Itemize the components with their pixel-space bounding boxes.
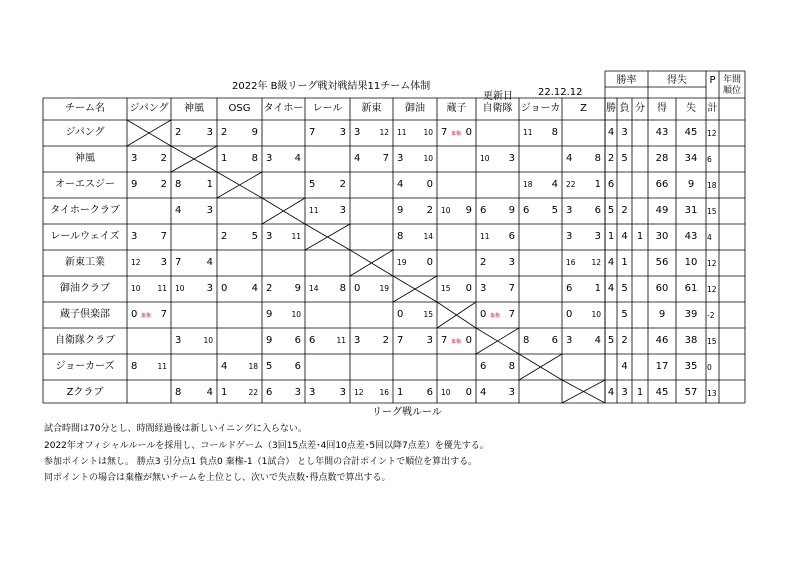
- score-against: 10: [423, 154, 433, 163]
- header-win-rate: 勝率: [616, 75, 637, 86]
- score-for: 6: [480, 361, 487, 372]
- score-for: 1: [397, 387, 404, 398]
- header-opponent: 新東: [361, 103, 382, 114]
- score-against: 7: [508, 283, 515, 294]
- score-against: 4: [294, 153, 301, 164]
- score-for: 4: [480, 387, 487, 398]
- updated-label: 更新日: [483, 91, 513, 102]
- score-for: 6: [523, 205, 530, 216]
- score-against: 8: [551, 127, 558, 138]
- header-opponent: 御油: [405, 103, 425, 114]
- score-for: 11: [309, 206, 319, 215]
- team-name: タイホークラブ: [50, 205, 120, 216]
- score-for: 7: [309, 127, 316, 138]
- score-for: 0: [397, 309, 404, 320]
- header-conceded: 失: [686, 103, 696, 114]
- score-for: 3: [566, 335, 573, 346]
- team-name: 蔵子倶楽部: [60, 309, 110, 320]
- points-value: 6: [707, 155, 712, 164]
- score-against: 3: [160, 257, 167, 268]
- points-value: 12: [707, 129, 717, 138]
- score-for: 5: [309, 179, 316, 190]
- score-against: 22: [248, 388, 258, 397]
- score-for: 12: [131, 258, 141, 267]
- score-against: 2: [426, 205, 433, 216]
- score-for: 10: [131, 284, 141, 293]
- header-draws: 分: [635, 103, 645, 114]
- header-wins: 勝: [606, 103, 616, 114]
- score-against: 7: [160, 231, 167, 242]
- conceded-value: 43: [684, 231, 698, 242]
- score-against: 12: [591, 258, 601, 267]
- score-against: 0: [426, 179, 433, 190]
- score-against: 11: [291, 232, 301, 241]
- header-opponent: 自衛隊: [482, 103, 513, 114]
- header-points-group: P: [709, 75, 716, 86]
- score-for: 2: [221, 127, 228, 138]
- scored-value: 56: [655, 257, 669, 268]
- score-against: 1: [594, 179, 601, 190]
- score-against: 0: [465, 283, 472, 294]
- score-against: 4: [594, 335, 601, 346]
- team-name: 新東工業: [65, 257, 105, 268]
- conceded-value: 39: [684, 309, 698, 320]
- losses-value: 3: [621, 127, 628, 138]
- team-name: 御油クラブ: [60, 283, 110, 294]
- wins-value: 5: [607, 205, 615, 216]
- team-name: オーエスジー: [55, 179, 115, 190]
- conceded-value: 31: [684, 205, 698, 216]
- score-for: 0: [131, 309, 138, 320]
- forfeit-mark: 棄権: [451, 339, 462, 345]
- header-team-name: チーム名: [65, 103, 105, 114]
- score-for: 6: [480, 205, 487, 216]
- score-against: 0: [426, 257, 433, 268]
- score-for: 3: [480, 283, 487, 294]
- score-for: 4: [566, 153, 573, 164]
- score-for: 11: [397, 128, 407, 137]
- rule-note: 参加ポイントは無し。 勝点3 引分点1 負点0 棄権-1（1試合） とし年間の合計ポイントで順位を算出する。: [44, 457, 478, 467]
- header-opponent: タイホー: [263, 103, 304, 114]
- score-for: 9: [131, 179, 138, 190]
- losses-value: 4: [621, 361, 628, 372]
- score-against: 8: [594, 153, 601, 164]
- scored-value: 46: [655, 335, 669, 346]
- score-against: 9: [508, 205, 515, 216]
- score-for: 7: [441, 127, 448, 138]
- score-against: 7: [508, 309, 515, 320]
- team-name: ジパング: [65, 127, 105, 138]
- team-name: Zクラブ: [66, 387, 104, 398]
- scored-value: 30: [655, 231, 669, 242]
- score-against: 4: [551, 179, 558, 190]
- points-value: 12: [707, 259, 717, 268]
- wins-value: 2: [607, 153, 615, 164]
- score-against: 0: [465, 127, 472, 138]
- score-against: 11: [336, 336, 346, 345]
- points-value: 18: [707, 181, 717, 190]
- score-against: 8: [508, 361, 515, 372]
- header-opponent: OSG: [228, 103, 251, 114]
- score-for: 3: [354, 127, 361, 138]
- losses-value: 4: [621, 231, 628, 242]
- header-opponent: Z: [580, 103, 587, 114]
- score-for: 3: [397, 153, 404, 164]
- score-against: 3: [594, 231, 601, 242]
- score-for: 6: [566, 283, 573, 294]
- score-against: 3: [508, 387, 515, 398]
- conceded-value: 10: [684, 257, 698, 268]
- score-against: 10: [291, 310, 301, 319]
- score-for: 2: [221, 231, 228, 242]
- score-for: 14: [309, 284, 319, 293]
- wins-value: 4: [607, 127, 615, 138]
- score-for: 0: [480, 309, 487, 320]
- score-against: 12: [379, 128, 389, 137]
- score-against: 1: [594, 283, 601, 294]
- score-for: 2: [480, 257, 487, 268]
- score-for: 6: [309, 335, 316, 346]
- updated-date: 22.12.12: [538, 87, 583, 98]
- header-opponent: ジパング: [129, 103, 169, 114]
- wins-value: 5: [607, 335, 615, 346]
- score-for: 4: [397, 179, 404, 190]
- points-value: 15: [707, 207, 717, 216]
- score-for: 4: [354, 153, 361, 164]
- score-for: 15: [441, 284, 451, 293]
- wins-value: 1: [607, 231, 615, 242]
- score-against: 10: [203, 336, 213, 345]
- conceded-value: 9: [687, 179, 695, 190]
- header-annual-rank: 年間 順位: [722, 75, 741, 96]
- score-against: 6: [426, 387, 433, 398]
- score-for: 1: [221, 387, 228, 398]
- score-for: 5: [266, 361, 273, 372]
- score-against: 5: [551, 205, 558, 216]
- score-against: 9: [294, 283, 301, 294]
- score-against: 2: [160, 179, 167, 190]
- score-against: 7: [160, 309, 167, 320]
- score-against: 3: [339, 127, 346, 138]
- score-against: 3: [426, 335, 433, 346]
- score-against: 11: [157, 284, 167, 293]
- score-against: 6: [294, 335, 301, 346]
- score-against: 6: [551, 335, 558, 346]
- score-for: 8: [175, 387, 182, 398]
- score-against: 4: [251, 283, 258, 294]
- header-opponent: ジョーカ: [520, 103, 561, 114]
- score-for: 3: [309, 387, 316, 398]
- score-for: 9: [397, 205, 404, 216]
- draws-value: 1: [636, 387, 644, 398]
- score-for: 4: [221, 361, 228, 372]
- forfeit-mark: 棄権: [141, 313, 152, 319]
- score-for: 8: [523, 335, 530, 346]
- score-for: 0: [221, 283, 228, 294]
- score-for: 12: [354, 388, 364, 397]
- points-value: 15: [707, 337, 717, 346]
- score-against: 3: [206, 205, 213, 216]
- points-value: -2: [707, 311, 715, 320]
- score-for: 2: [266, 283, 273, 294]
- scored-value: 28: [655, 153, 669, 164]
- score-against: 11: [157, 362, 167, 371]
- score-for: 3: [566, 205, 573, 216]
- losses-value: 3: [621, 387, 628, 398]
- score-for: 3: [131, 231, 138, 242]
- score-against: 4: [206, 257, 213, 268]
- score-for: 10: [441, 388, 451, 397]
- score-for: 9: [266, 309, 273, 320]
- scored-value: 49: [655, 205, 669, 216]
- score-for: 8: [175, 179, 182, 190]
- score-against: 10: [591, 310, 601, 319]
- score-against: 3: [206, 283, 213, 294]
- score-against: 3: [508, 153, 515, 164]
- wins-value: 6: [607, 179, 615, 190]
- team-name: ジョーカーズ: [55, 361, 115, 372]
- score-against: 16: [379, 388, 389, 397]
- score-for: 11: [523, 128, 533, 137]
- score-against: 10: [423, 128, 433, 137]
- score-for: 9: [266, 335, 273, 346]
- score-for: 8: [131, 361, 138, 372]
- score-for: 18: [523, 180, 533, 189]
- score-for: 1: [221, 153, 228, 164]
- conceded-value: 34: [684, 153, 698, 164]
- score-for: 19: [397, 258, 407, 267]
- losses-value: 2: [621, 335, 628, 346]
- header-opponent: 蔵子: [446, 103, 467, 114]
- header-losses: 負: [619, 103, 630, 114]
- score-against: 9: [465, 205, 472, 216]
- conceded-value: 45: [684, 127, 698, 138]
- score-against: 0: [465, 335, 472, 346]
- losses-value: 5: [621, 153, 628, 164]
- conceded-value: 57: [684, 387, 698, 398]
- score-against: 15: [423, 310, 433, 319]
- header-scored: 得: [657, 103, 667, 114]
- score-against: 3: [508, 257, 515, 268]
- score-against: 2: [160, 153, 167, 164]
- rule-note: 試合時間は70分とし、時間経過後は新しいイニングに入らない。: [44, 424, 307, 434]
- header-opponent: 神風: [184, 103, 204, 114]
- score-for: 8: [397, 231, 404, 242]
- wins-value: 4: [607, 257, 615, 268]
- score-against: 2: [339, 179, 346, 190]
- header-total: 計: [707, 103, 718, 114]
- team-name: レールウェイズ: [50, 231, 120, 242]
- draws-value: 1: [636, 231, 644, 242]
- losses-value: 5: [621, 283, 628, 294]
- team-name: 自衛隊クラブ: [55, 335, 115, 346]
- header-score-group: 得失: [667, 75, 687, 86]
- scored-value: 43: [655, 127, 669, 138]
- losses-value: 1: [621, 257, 628, 268]
- points-value: 12: [707, 285, 717, 294]
- points-value: 4: [707, 233, 712, 242]
- score-for: 0: [566, 309, 573, 320]
- score-for: 7: [441, 335, 448, 346]
- header-opponent: レール: [312, 103, 343, 114]
- score-for: 3: [266, 153, 273, 164]
- forfeit-mark: 棄権: [490, 313, 501, 319]
- score-for: 7: [175, 257, 182, 268]
- conceded-value: 61: [684, 283, 698, 294]
- score-against: 2: [382, 335, 389, 346]
- scored-value: 17: [655, 361, 669, 372]
- forfeit-mark: 棄権: [451, 131, 462, 137]
- page-title: 2022年 B級リーグ戦対戦結果11チーム体制: [232, 81, 431, 92]
- losses-value: 2: [621, 205, 628, 216]
- score-against: 6: [594, 205, 601, 216]
- score-against: 7: [382, 153, 389, 164]
- rules-caption: リーグ戦ルール: [372, 407, 442, 418]
- score-for: 10: [175, 284, 185, 293]
- score-against: 3: [339, 205, 346, 216]
- team-name: 神風: [75, 153, 95, 164]
- points-value: 0: [707, 363, 712, 372]
- rule-note: 2022年オフィシャルルールを採用し、コールドゲーム（3回15点差･4回10点差･5回以降7点差）を優先する。: [44, 441, 489, 451]
- score-against: 19: [379, 284, 389, 293]
- score-for: 3: [354, 335, 361, 346]
- score-for: 6: [266, 387, 273, 398]
- score-for: 22: [566, 180, 576, 189]
- score-for: 16: [566, 258, 576, 267]
- score-against: 4: [206, 387, 213, 398]
- conceded-value: 35: [684, 361, 698, 372]
- score-against: 18: [248, 362, 258, 371]
- scored-value: 66: [655, 179, 669, 190]
- wins-value: 4: [607, 283, 615, 294]
- scored-value: 60: [655, 283, 669, 294]
- losses-value: 5: [621, 309, 628, 320]
- score-against: 6: [294, 361, 301, 372]
- score-against: 3: [206, 127, 213, 138]
- score-against: 3: [294, 387, 301, 398]
- score-for: 10: [441, 206, 451, 215]
- scored-value: 9: [658, 309, 666, 320]
- score-against: 8: [339, 283, 346, 294]
- score-for: 4: [175, 205, 182, 216]
- score-for: 10: [480, 154, 490, 163]
- score-for: 3: [266, 231, 273, 242]
- score-for: 11: [480, 232, 490, 241]
- wins-value: 4: [607, 387, 615, 398]
- score-against: 0: [465, 387, 472, 398]
- score-against: 6: [508, 231, 515, 242]
- score-for: 3: [566, 231, 573, 242]
- score-against: 8: [251, 153, 258, 164]
- score-against: 3: [339, 387, 346, 398]
- conceded-value: 38: [684, 335, 698, 346]
- scored-value: 45: [655, 387, 669, 398]
- score-for: 3: [175, 335, 182, 346]
- score-for: 2: [175, 127, 182, 138]
- score-against: 1: [206, 179, 213, 190]
- rule-note: 同ポイントの場合は棄権が無いチームを上位とし、次いで失点数･得点数で算出する。: [44, 473, 391, 483]
- score-for: 7: [397, 335, 404, 346]
- score-against: 14: [423, 232, 433, 241]
- score-against: 5: [251, 231, 258, 242]
- score-for: 0: [354, 283, 361, 294]
- score-against: 9: [251, 127, 258, 138]
- points-value: 13: [707, 389, 717, 398]
- score-for: 3: [131, 153, 138, 164]
